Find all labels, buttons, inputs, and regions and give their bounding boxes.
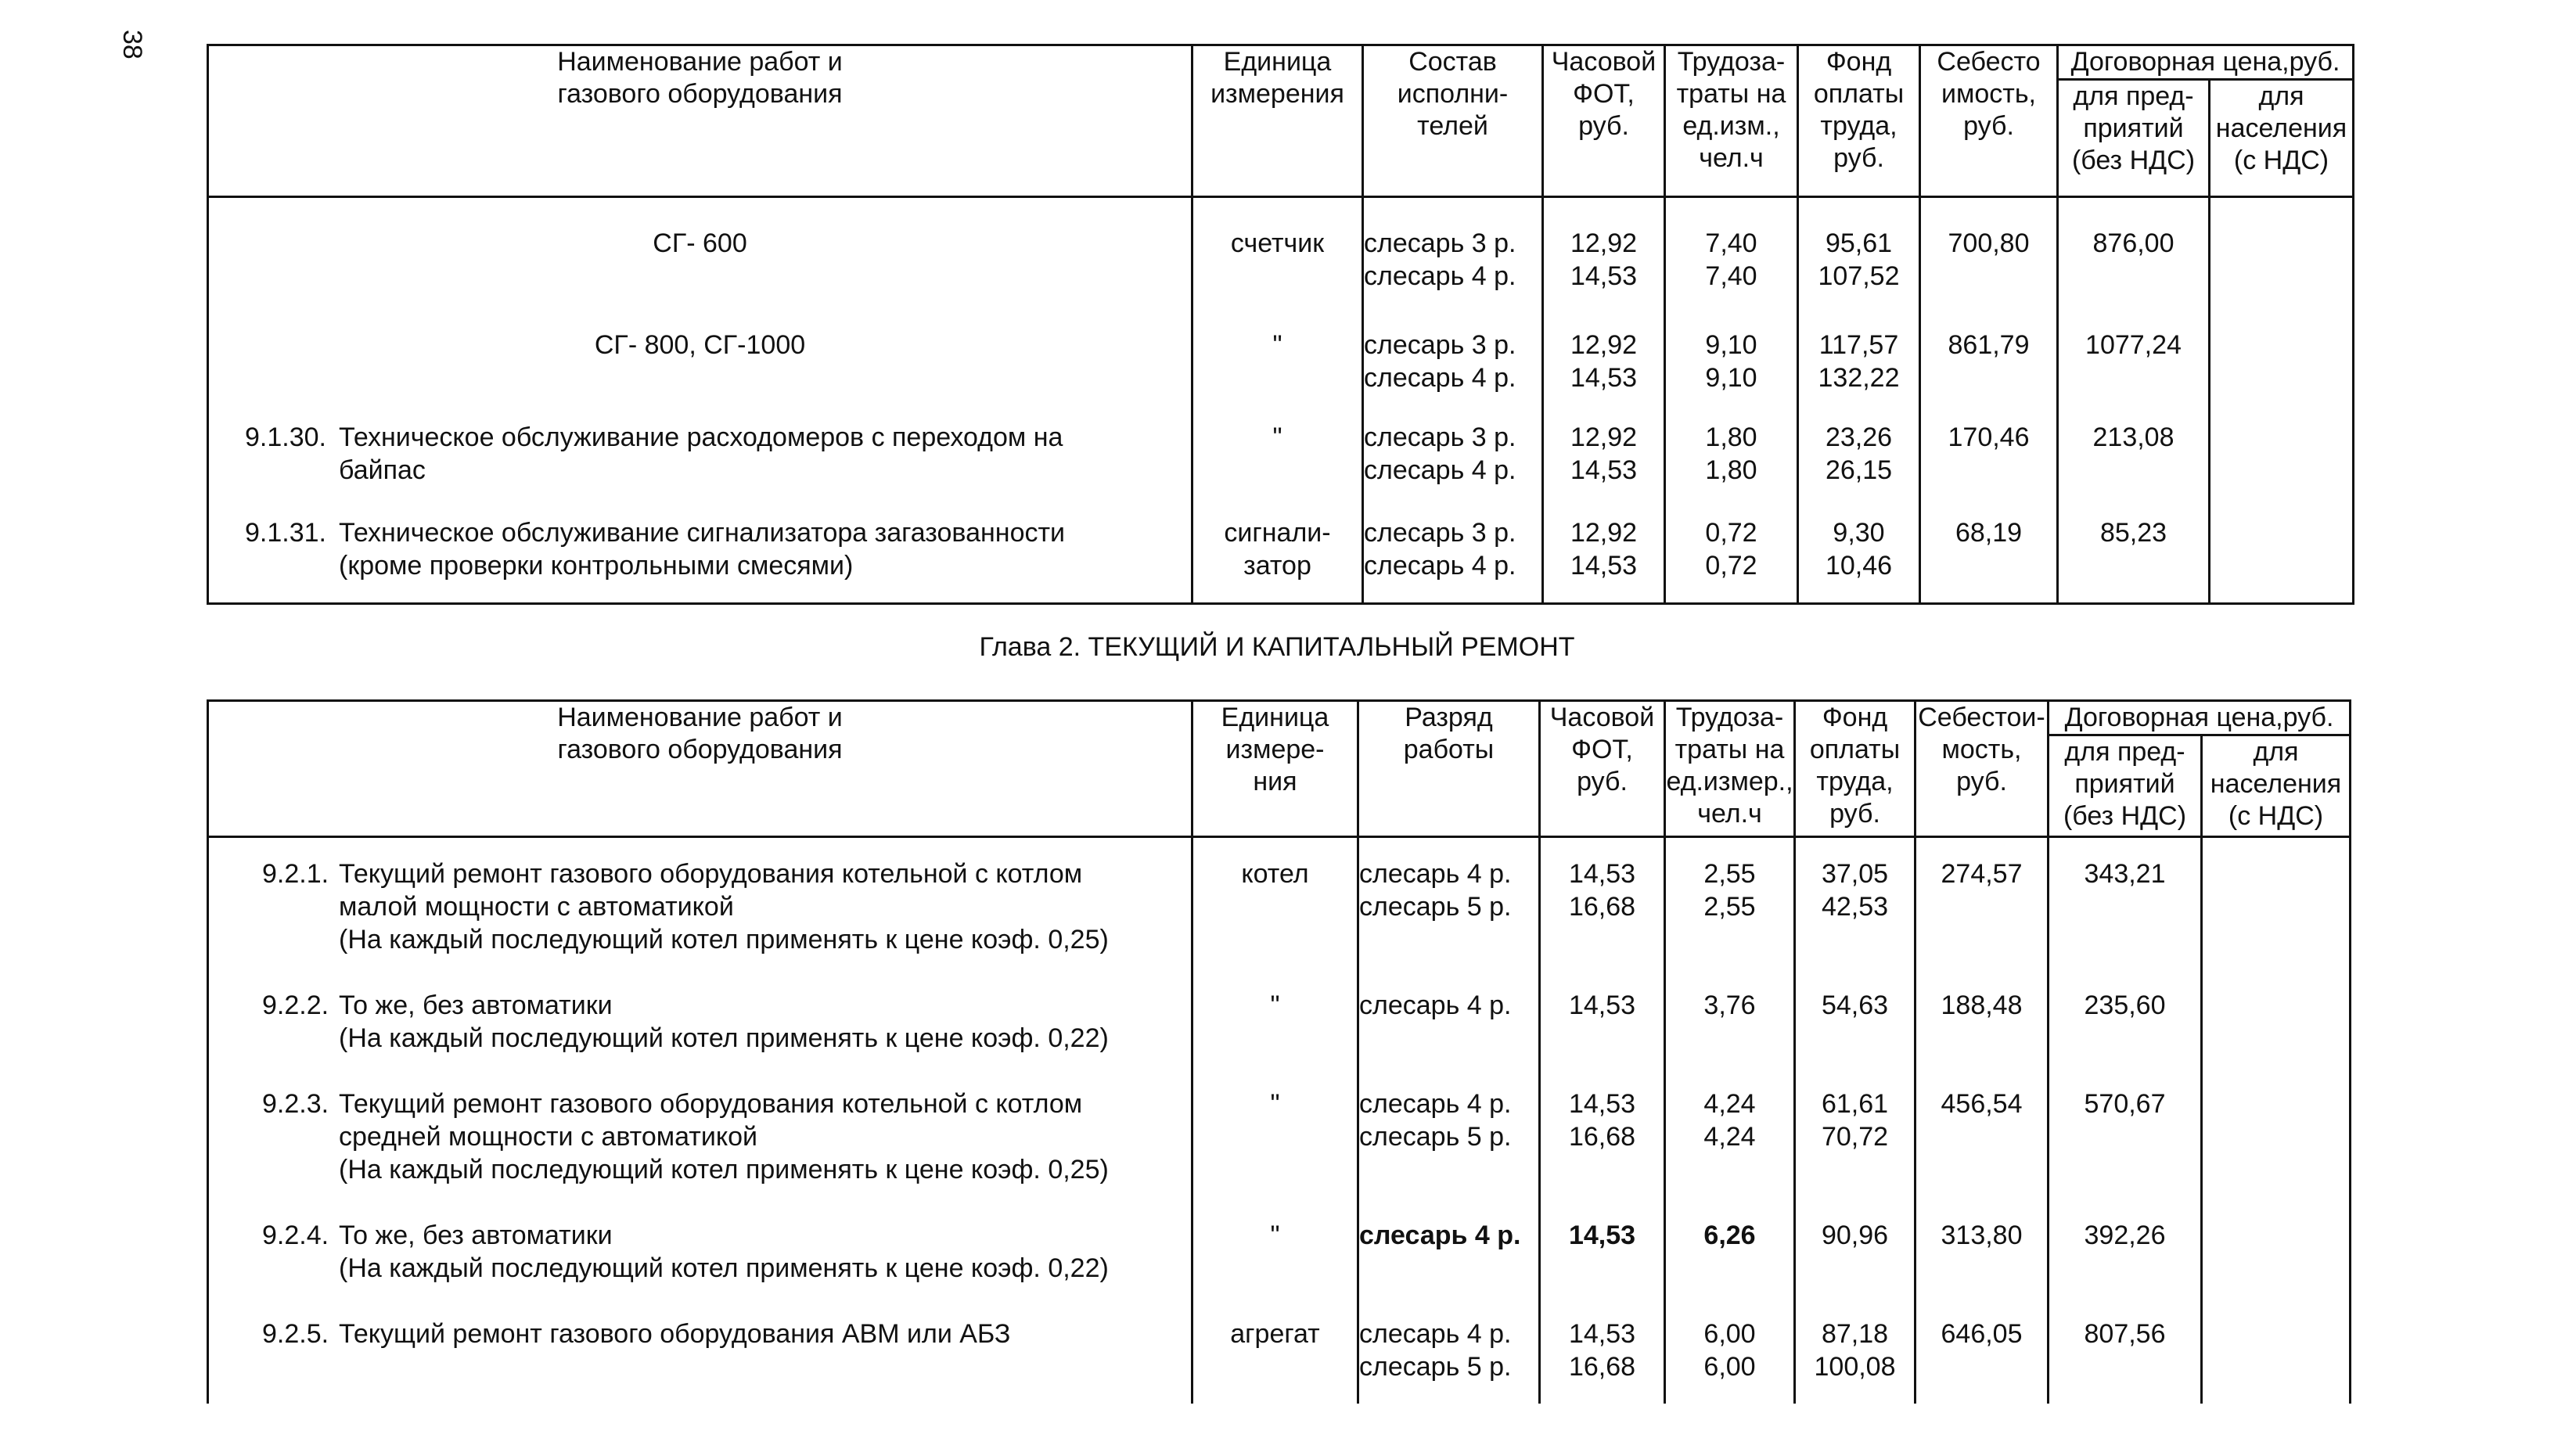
row-name: 9.2.5. Текущий ремонт газового оборудования АВМ или АБЗ — [208, 1318, 1192, 1404]
row-staff: слесарь 3 р. слесарь 4 р. — [1363, 227, 1543, 329]
row-population-price — [2202, 989, 2351, 1088]
repair-table — [207, 699, 2351, 1404]
table-row — [208, 1219, 2351, 1318]
row-staff: слесарь 3 р. слесарь 4 р. — [1363, 421, 1543, 516]
row-fund: 90,96 — [1795, 1219, 1916, 1318]
table-row — [208, 989, 2351, 1088]
row-staff: слесарь 4 р. — [1358, 989, 1540, 1088]
row-name: 9.1.30. Техническое обслуживание расходомеров с переходом на байпас — [208, 421, 1192, 516]
col-header-hourly-pay: Часовой ФОТ, руб. — [1540, 701, 1665, 837]
row-hourly: 12,92 14,53 — [1543, 227, 1665, 329]
col-header-name: Наименование работ и газового оборудования — [208, 701, 1192, 837]
table-row — [208, 227, 2354, 329]
row-enterprise-price: 235,60 — [2049, 989, 2202, 1088]
row-cost: 313,80 — [1916, 1219, 2049, 1318]
row-number: 9.2.3. — [262, 1088, 329, 1119]
col-header-staff: Состав исполни- телей — [1363, 45, 1543, 197]
col-header-enterprise-price: для пред- приятий (без НДС) — [2049, 735, 2202, 837]
row-name: 9.2.2. То же, без автоматики (На каждый последующий котел применять к цене коэф. 0,22) — [208, 989, 1192, 1088]
row-number: 9.2.2. — [262, 990, 329, 1020]
row-cost: 68,19 — [1920, 516, 2058, 604]
row-number: 9.1.31. — [245, 517, 326, 548]
row-hourly: 12,92 14,53 — [1543, 516, 1665, 604]
col-header-name: Наименование работ и газового оборудования — [208, 45, 1192, 197]
maintenance-table — [207, 44, 2354, 605]
row-population-price — [2210, 227, 2354, 329]
col-header-cost: Себестои- мость, руб. — [1916, 701, 2049, 837]
table-row — [208, 1088, 2351, 1219]
row-fund: 95,61 107,52 — [1798, 227, 1920, 329]
row-enterprise-price: 570,67 — [2049, 1088, 2202, 1219]
row-labor: 2,55 2,55 — [1665, 857, 1795, 989]
row-name: 9.2.4. То же, без автоматики (На каждый последующий котел применять к цене коэф. 0,22) — [208, 1219, 1192, 1318]
row-population-price — [2202, 857, 2351, 989]
row-cost: 646,05 — [1916, 1318, 2049, 1404]
row-cost: 456,54 — [1916, 1088, 2049, 1219]
row-fund: 87,18 100,08 — [1795, 1318, 1916, 1404]
row-name: СГ- 800, СГ-1000 — [208, 329, 1192, 421]
row-staff: слесарь 4 р. слесарь 5 р. — [1358, 1318, 1540, 1404]
row-population-price — [2202, 1219, 2351, 1318]
row-staff: слесарь 3 р. слесарь 4 р. — [1363, 516, 1543, 604]
col-header-hourly-pay: Часовой ФОТ, руб. — [1543, 45, 1665, 197]
row-name: 9.2.1. Текущий ремонт газового оборудования котельной с котлом малой мощности с автоматикой (На каждый последующий котел применять к цене коэф. 0,25) — [208, 857, 1192, 989]
row-name: 9.1.31. Техническое обслуживание сигнализатора загазованности (кроме проверки контрольными смесями) — [208, 516, 1192, 604]
col-header-contract-price: Договорная цена,руб. — [2058, 45, 2354, 80]
row-labor: 3,76 — [1665, 989, 1795, 1088]
row-labor: 6,26 — [1665, 1219, 1795, 1318]
row-enterprise-price: 392,26 — [2049, 1219, 2202, 1318]
col-header-population-price: для населения (с НДС) — [2202, 735, 2351, 837]
row-cost: 274,57 — [1916, 857, 2049, 989]
row-staff: слесарь 4 р. слесарь 5 р. — [1358, 1088, 1540, 1219]
col-header-population-price: для населения (с НДС) — [2210, 80, 2354, 197]
row-population-price — [2210, 516, 2354, 604]
row-unit: " — [1192, 421, 1363, 516]
row-unit: " — [1192, 1088, 1358, 1219]
row-enterprise-price: 85,23 — [2058, 516, 2210, 604]
row-labor: 0,72 0,72 — [1665, 516, 1798, 604]
page-number: 38 — [117, 30, 147, 59]
col-header-cost: Себесто имость, руб. — [1920, 45, 2058, 197]
row-fund: 9,30 10,46 — [1798, 516, 1920, 604]
row-hourly: 14,53 16,68 — [1540, 1088, 1665, 1219]
row-fund: 61,61 70,72 — [1795, 1088, 1916, 1219]
row-unit: котел — [1192, 857, 1358, 989]
row-hourly: 14,53 — [1540, 1219, 1665, 1318]
col-header-contract-price: Договорная цена,руб. — [2049, 701, 2351, 735]
row-staff: слесарь 4 р. слесарь 5 р. — [1358, 857, 1540, 989]
row-labor: 6,00 6,00 — [1665, 1318, 1795, 1404]
row-hourly: 14,53 16,68 — [1540, 857, 1665, 989]
row-staff: слесарь 4 р. — [1358, 1219, 1540, 1318]
col-header-wage-fund: Фонд оплаты труда, руб. — [1798, 45, 1920, 197]
col-header-wage-fund: Фонд оплаты труда, руб. — [1795, 701, 1916, 837]
row-name: СГ- 600 — [208, 227, 1192, 329]
row-unit: " — [1192, 329, 1363, 421]
row-unit: агрегат — [1192, 1318, 1358, 1404]
row-cost: 861,79 — [1920, 329, 2058, 421]
row-cost: 170,46 — [1920, 421, 2058, 516]
table-row — [208, 857, 2351, 989]
row-fund: 37,05 42,53 — [1795, 857, 1916, 989]
row-labor: 4,24 4,24 — [1665, 1088, 1795, 1219]
col-header-labor: Трудоза- траты на ед.измер., чел.ч — [1665, 701, 1795, 837]
row-number: 9.2.1. — [262, 858, 329, 889]
col-header-unit: Единица измерения — [1192, 45, 1363, 197]
row-hourly: 14,53 — [1540, 989, 1665, 1088]
col-header-unit: Единица измере- ния — [1192, 701, 1358, 837]
table-row — [208, 329, 2354, 421]
row-cost: 700,80 — [1920, 227, 2058, 329]
table-row — [208, 516, 2354, 604]
col-header-grade: Разряд работы — [1358, 701, 1540, 837]
row-hourly: 12,92 14,53 — [1543, 421, 1665, 516]
row-fund: 23,26 26,15 — [1798, 421, 1920, 516]
col-header-labor: Трудоза- траты на ед.изм., чел.ч — [1665, 45, 1798, 197]
row-population-price — [2210, 421, 2354, 516]
chapter-title: Глава 2. ТЕКУЩИЙ И КАПИТАЛЬНЫЙ РЕМОНТ — [979, 632, 1575, 662]
row-enterprise-price: 807,56 — [2049, 1318, 2202, 1404]
col-header-enterprise-price: для пред- приятий (без НДС) — [2058, 80, 2210, 197]
row-number: 9.2.4. — [262, 1220, 329, 1250]
row-number: 9.1.30. — [245, 422, 326, 452]
row-staff: слесарь 3 р. слесарь 4 р. — [1363, 329, 1543, 421]
row-enterprise-price: 213,08 — [2058, 421, 2210, 516]
row-unit: сигнали- затор — [1192, 516, 1363, 604]
row-hourly: 14,53 16,68 — [1540, 1318, 1665, 1404]
row-hourly: 12,92 14,53 — [1543, 329, 1665, 421]
row-unit: счетчик — [1192, 227, 1363, 329]
row-labor: 1,80 1,80 — [1665, 421, 1798, 516]
row-cost: 188,48 — [1916, 989, 2049, 1088]
row-population-price — [2202, 1088, 2351, 1219]
row-name: 9.2.3. Текущий ремонт газового оборудования котельной с котлом средней мощности с автоматикой (На каждый последующий котел применять к цене коэф. 0,25) — [208, 1088, 1192, 1219]
row-fund: 54,63 — [1795, 989, 1916, 1088]
table-row — [208, 1318, 2351, 1404]
row-number: 9.2.5. — [262, 1318, 329, 1349]
row-unit: " — [1192, 1219, 1358, 1318]
row-unit: " — [1192, 989, 1358, 1088]
table-row — [208, 421, 2354, 516]
row-population-price — [2210, 329, 2354, 421]
row-population-price — [2202, 1318, 2351, 1404]
row-enterprise-price: 876,00 — [2058, 227, 2210, 329]
row-enterprise-price: 343,21 — [2049, 857, 2202, 989]
row-labor: 7,40 7,40 — [1665, 227, 1798, 329]
row-fund: 117,57 132,22 — [1798, 329, 1920, 421]
row-labor: 9,10 9,10 — [1665, 329, 1798, 421]
row-enterprise-price: 1077,24 — [2058, 329, 2210, 421]
